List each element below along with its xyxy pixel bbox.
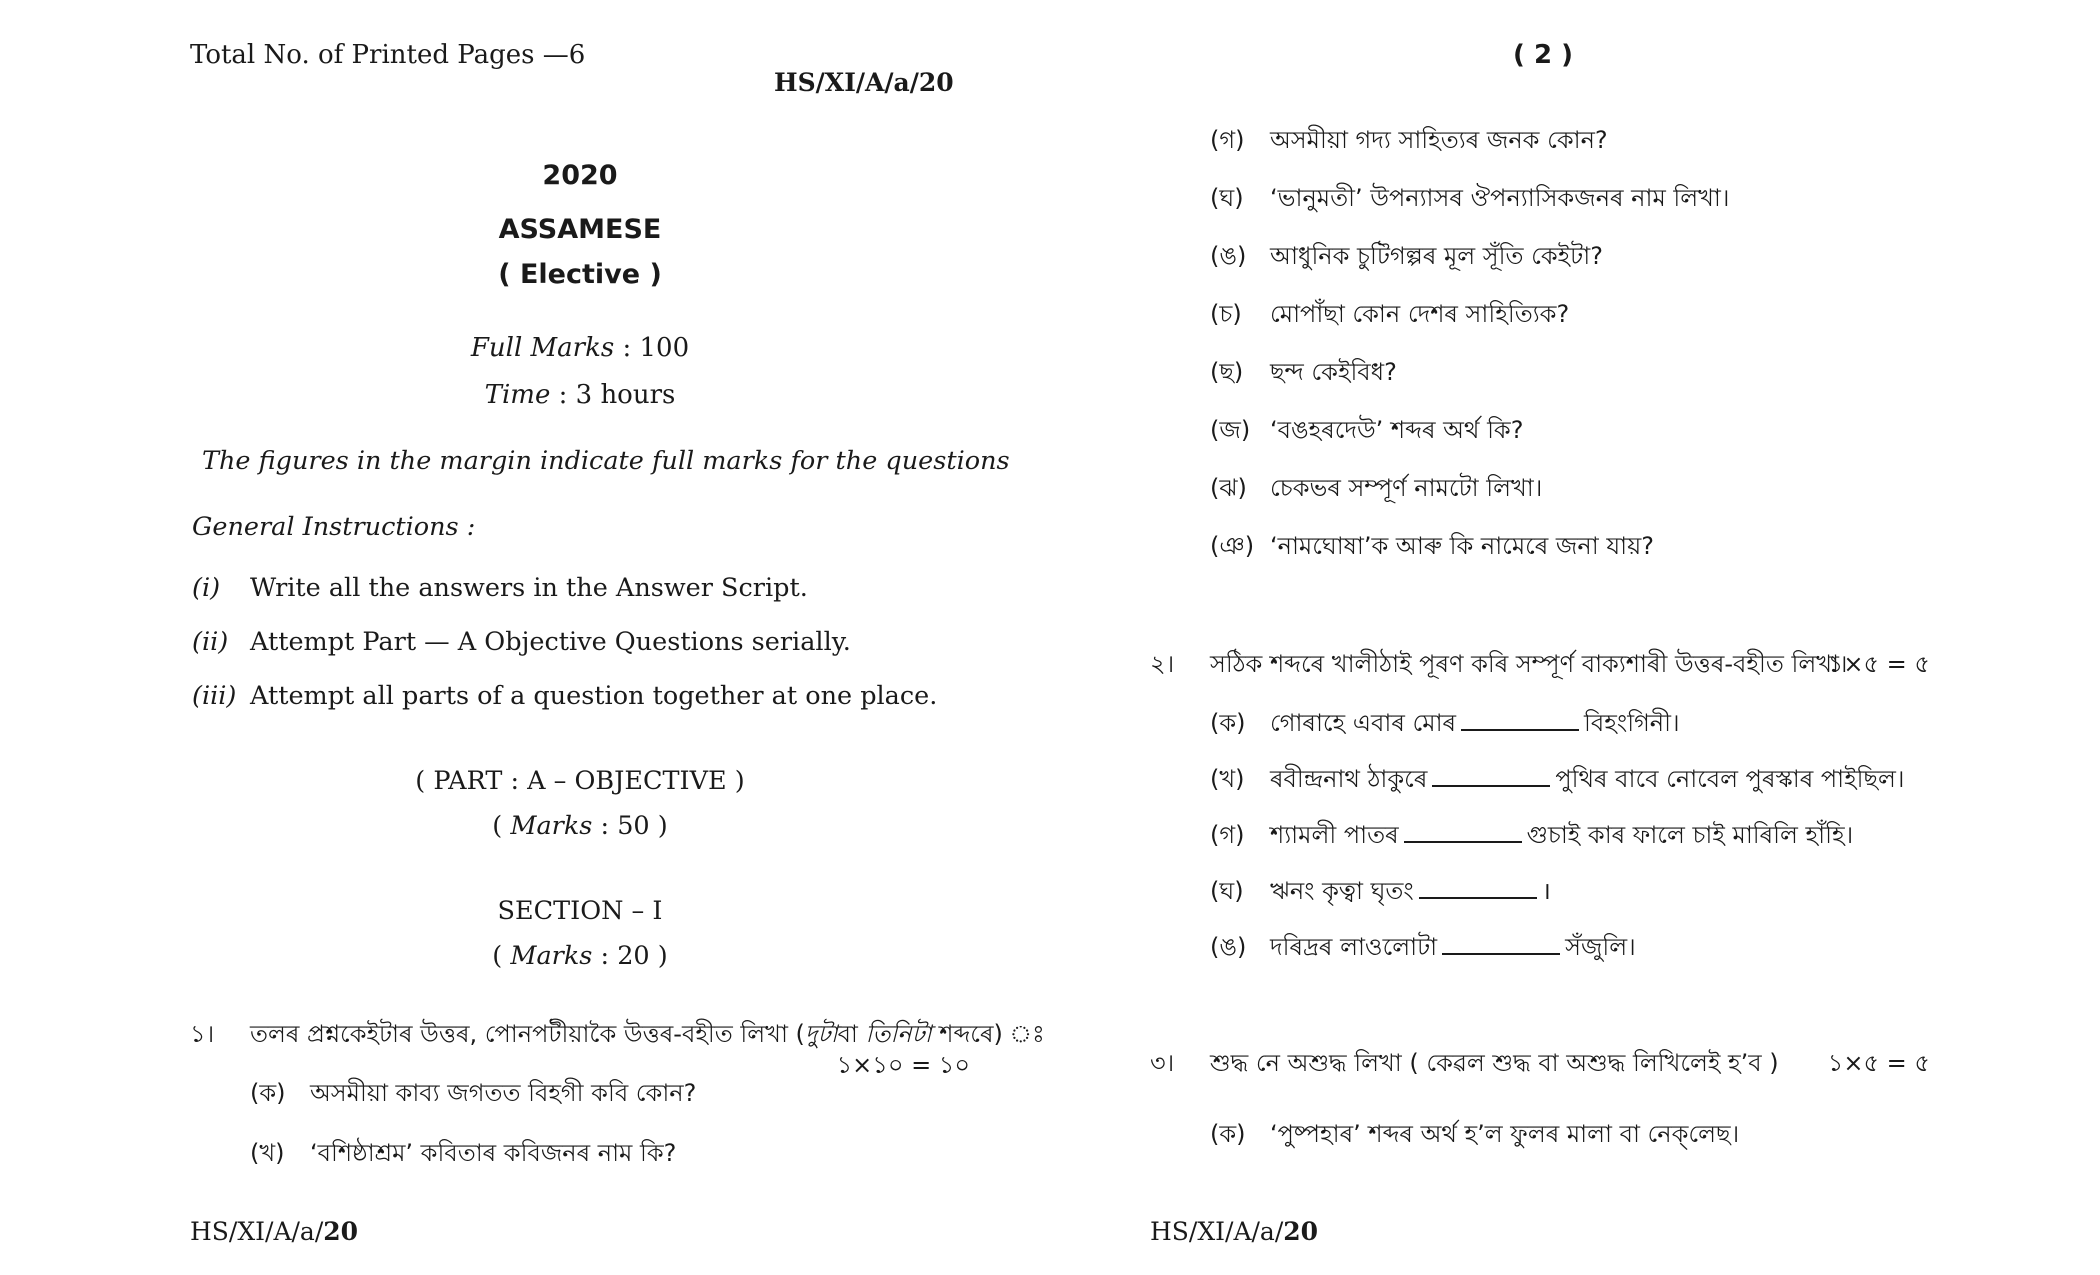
item-label: (ঞ): [1210, 532, 1255, 560]
question-1-text: [250, 1022, 1045, 1046]
item-text: চেকভৰ সম্পূৰ্ণ নামটো লিখা।: [1270, 474, 1543, 502]
item-label: (ক): [250, 1079, 286, 1107]
full-marks-label: Full Marks: [470, 333, 615, 363]
item-label: (চ): [1210, 300, 1242, 328]
item-label: (ঙ): [1210, 242, 1247, 270]
item-label: (ঘ): [1210, 184, 1244, 212]
general-instructions-heading: General Instructions :: [192, 512, 476, 542]
part-title: ( PART : A – OBJECTIVE ): [415, 766, 745, 796]
instruction-text: Write all the answers in the Answer Script.: [250, 573, 808, 603]
item-label: (খ): [250, 1139, 285, 1167]
blank-after: বিহংগিনী।: [1584, 709, 1680, 737]
item-label: (ক): [1210, 709, 1246, 737]
item-label: (ঙ): [1210, 933, 1247, 961]
blank-before: ৰবীন্দ্ৰনাথ ঠাকুৰে: [1270, 765, 1428, 793]
item-text: ‘বশিষ্ঠাশ্ৰম’ কবিতাৰ কবিজনৰ নাম কি?: [310, 1139, 677, 1167]
item-text: অসমীয়া কাব্য জগতত বিহগী কবি কোন?: [310, 1079, 697, 1107]
item-text: আধুনিক চুটিগল্পৰ মূল সূঁতি কেইটা?: [1270, 242, 1603, 270]
instruction-number: (ii): [192, 627, 229, 657]
full-marks-value: : 100: [622, 333, 690, 363]
q1-text-d: তিনিটা: [865, 1020, 932, 1048]
fill-blank-item: [1270, 879, 1551, 903]
time-value: : 3 hours: [558, 380, 676, 410]
total-pages: Total No. of Printed Pages —6: [190, 40, 586, 70]
blank-after: পুথিৰ বাবে নোবেল পুৰস্কাৰ পাইছিল।: [1555, 765, 1905, 793]
question-number: ১।: [190, 1020, 215, 1048]
item-label: (গ): [1210, 126, 1245, 154]
item-label: (খ): [1210, 765, 1245, 793]
instruction-number: (i): [192, 573, 221, 603]
blank-after: ।: [1541, 877, 1551, 905]
item-text: মোপাঁছা কোন দেশৰ সাহিত্যিক?: [1270, 300, 1570, 328]
paren: (: [492, 811, 503, 841]
footer-code: [1150, 1219, 1318, 1244]
paren: (: [492, 941, 503, 971]
item-label: (ঝ): [1210, 474, 1247, 502]
item-text: ‘বঙহৰদেউ’ শব্দৰ অৰ্থ কি?: [1270, 416, 1524, 444]
item-text: ‘ভানুমতী’ উপন্যাসৰ ঔপন্যাসিকজনৰ নাম লিখা।: [1270, 184, 1730, 212]
question-marks: ১×৫ = ৫: [1827, 1049, 1930, 1077]
fill-blank-item: [1270, 823, 1853, 847]
footer-code-year: 20: [1283, 1217, 1319, 1246]
item-label: (জ): [1210, 416, 1251, 444]
blank-after: গুচাই কাৰ ফালে চাই মাৰিলি হাঁহি।: [1526, 821, 1854, 849]
time-allowed: [485, 382, 676, 408]
q1-text-a: তলৰ প্ৰশ্নকেইটাৰ উত্তৰ, পোনপটীয়াকৈ উত্তৰ-বহীত লিখা (: [250, 1020, 805, 1048]
time-label: Time: [484, 380, 551, 410]
instruction-number: (iii): [192, 681, 237, 711]
paper-code: HS/XI/A/a/20: [774, 68, 954, 97]
margin-note: The figures in the margin indicate full marks for the questions: [202, 446, 1010, 476]
section-marks-value: : 20 ): [600, 941, 668, 971]
fill-blank-item: [1270, 711, 1680, 735]
blank-line: [1432, 784, 1550, 787]
question-marks: ১×৫ = ৫: [1827, 650, 1930, 678]
footer-code-year: 20: [323, 1217, 359, 1246]
item-label: (ঘ): [1210, 877, 1244, 905]
footer-code-prefix: HS/XI/A/a/: [190, 1217, 324, 1246]
section-marks: [492, 941, 668, 971]
question-3-text: শুদ্ধ নে অশুদ্ধ লিখা ( কেৱল শুদ্ধ বা অশুদ্ধ লিখিলেই হ’ব ): [1210, 1049, 1779, 1077]
blank-line: [1442, 952, 1560, 955]
blank-line: [1419, 896, 1537, 899]
blank-before: ঋনং কৃত্বা ঘৃতং: [1270, 877, 1414, 905]
q1-text-c: বা: [837, 1020, 866, 1048]
exam-year: 2020: [542, 160, 618, 191]
item-text: ‘নামঘোষা’ক আৰু কি নামেৰে জনা যায়?: [1270, 532, 1654, 560]
item-label: (গ): [1210, 821, 1245, 849]
q1-text-e: শব্দৰে) ঃ: [931, 1020, 1045, 1048]
page-number: ( 2 ): [1513, 40, 1573, 70]
subject-title: ASSAMESE: [498, 214, 662, 245]
blank-line: [1404, 840, 1522, 843]
question-marks: ১×১০ = ১০: [836, 1051, 970, 1079]
question-number: ২।: [1150, 650, 1175, 678]
blank-line: [1461, 728, 1579, 731]
instruction-text: Attempt all parts of a question together at one place.: [250, 681, 938, 711]
blank-before: গোৰাহে এবাৰ মোৰ: [1270, 709, 1457, 737]
elective-label: ( Elective ): [498, 259, 662, 290]
item-text: অসমীয়া গদ্য সাহিত্যৰ জনক কোন?: [1270, 126, 1608, 154]
item-text: ছন্দ কেইবিধ?: [1270, 358, 1397, 386]
item-text: ‘পুষ্পহাৰ’ শব্দৰ অৰ্থ হ’ল ফুলৰ মালা বা নেক্‌লেছ।: [1270, 1120, 1740, 1148]
q1-text-b: দুটা: [804, 1020, 838, 1048]
item-label: (ছ): [1210, 358, 1244, 386]
section-title: SECTION – I: [497, 896, 663, 926]
blank-before: দৰিদ্ৰৰ লাওলোটা: [1270, 933, 1438, 961]
blank-before: শ্যামলী পাতৰ: [1270, 821, 1399, 849]
footer-code: [190, 1219, 358, 1244]
blank-after: সঁজুলি।: [1565, 933, 1636, 961]
footer-code-prefix: HS/XI/A/a/: [1150, 1217, 1284, 1246]
fill-blank-item: [1270, 767, 1904, 791]
section-marks-label: Marks: [510, 941, 593, 971]
fill-blank-item: [1270, 935, 1636, 959]
question-2-text: সঠিক শব্দৰে খালীঠাই পূৰণ কৰি সম্পূৰ্ণ বাক্যশাৰী উত্তৰ-বহীত লিখা।: [1210, 650, 1848, 678]
full-marks: [471, 335, 689, 361]
instruction-text: Attempt Part — A Objective Questions serially.: [250, 627, 851, 657]
part-marks-value: : 50 ): [600, 811, 668, 841]
part-marks: [492, 811, 668, 841]
item-label: (ক): [1210, 1120, 1246, 1148]
part-marks-label: Marks: [510, 811, 593, 841]
question-number: ৩।: [1150, 1049, 1175, 1077]
